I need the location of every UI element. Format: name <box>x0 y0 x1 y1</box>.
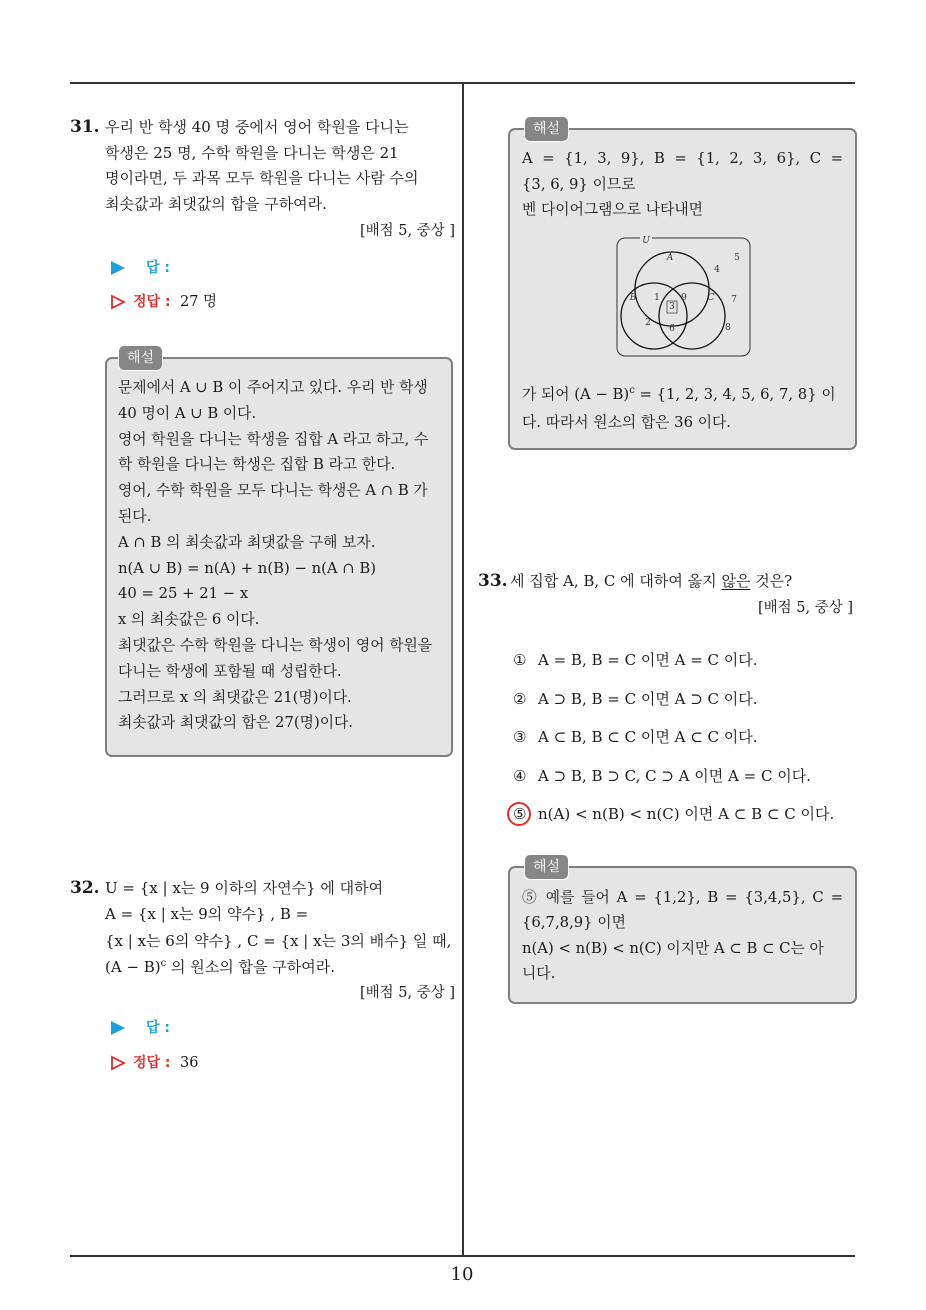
option-1 <box>513 641 834 680</box>
question-line <box>105 954 451 983</box>
score-info: [배점 5, 중상 ] <box>359 985 455 1001</box>
question-line: 최솟값과 최댓값의 합을 구하여라. <box>105 195 327 214</box>
bottom-rule <box>70 1255 855 1257</box>
selected-answer-ring <box>507 802 531 826</box>
option-number: ③ <box>513 728 527 746</box>
question-text <box>105 115 418 218</box>
explanation-line: 문제에서 A ∪ B 이 주어지고 있다. 우리 반 학생 <box>118 379 428 396</box>
complement-superscript: c <box>629 385 635 396</box>
question-line: U = {x | x는 9 이하의 자연수} 에 대하여 <box>105 879 384 897</box>
question-fragment: 것은? <box>750 572 793 590</box>
explanation-line: 영어 학원을 다니는 학생을 집합 A 라고 하고, 수 <box>118 430 429 448</box>
set-b-label: B <box>629 293 637 303</box>
explanation-line: {3, 6, 9} 이므로 <box>522 175 636 193</box>
explanation-line: {6,7,8,9} 이면 <box>522 914 626 932</box>
region-outside: 5 <box>734 253 740 263</box>
set-c-circle <box>659 283 725 349</box>
correct-answer-label: 정답 : <box>133 294 171 310</box>
filled-triangle-icon <box>110 1020 126 1036</box>
correct-answer-row <box>110 1053 230 1073</box>
option-4 <box>513 757 834 796</box>
explanation-line: n(A ∪ B) = n(A) + n(B) − n(A ∩ B) <box>118 559 377 577</box>
explanation-tag: 해설 <box>524 116 569 142</box>
region-a-c: 9 <box>681 293 687 303</box>
explanation-line: 니다. <box>522 964 556 982</box>
explanation-line: ⑤ 예를 들어 A = {1,2}, B = {3,4,5}, C = <box>522 889 843 906</box>
underlined-word: 않은 <box>721 572 751 590</box>
page-number: 10 <box>450 1264 474 1285</box>
explanation-line: 다. 따라서 원소의 합은 36 이다. <box>522 413 731 431</box>
filled-triangle-icon <box>110 260 126 276</box>
answer-label: 답 : <box>146 260 170 276</box>
universe-label: U <box>642 236 650 246</box>
explanation-line: 최댓값은 수학 학원을 다니는 학생이 영어 학원을 <box>118 636 433 654</box>
explanation-text <box>522 885 843 986</box>
region-outside: 7 <box>731 295 737 305</box>
answer-row <box>110 258 230 278</box>
complement-superscript: c <box>160 957 167 969</box>
option-text: A ⊂ B, B ⊂ C 이면 A ⊂ C 이다. <box>538 728 758 746</box>
problem-number: 31. <box>70 117 100 137</box>
option-text: n(A) < n(B) < n(C) 이면 A ⊂ B ⊂ C 이다. <box>538 805 835 823</box>
region-outside: 8 <box>725 323 731 333</box>
explanation-line: 40 = 25 + 21 − x <box>118 585 249 603</box>
venn-diagram <box>616 236 754 360</box>
option-number: ② <box>513 689 527 708</box>
option-number: ① <box>513 651 527 669</box>
explanation-box <box>508 121 857 450</box>
answer-options <box>513 641 834 834</box>
explanation-fragment: 가 되어 (A − B) <box>522 386 630 403</box>
question-line <box>510 569 792 595</box>
outline-triangle-icon <box>110 294 126 310</box>
explanation-line: 그러므로 x 의 최댓값은 21(명)이다. <box>118 688 352 706</box>
outline-triangle-icon <box>110 1055 126 1071</box>
explanation-fragment: = {1, 2, 3, 4, 5, 6, 7, 8} 이 <box>634 386 836 403</box>
question-line: A = {x | x는 9의 약수} , B = <box>105 905 309 924</box>
explanation-line: 40 명이 A ∪ B 이다. <box>118 404 257 422</box>
problem-number: 33. <box>478 571 508 591</box>
score-info: [배점 5, 중상 ] <box>757 600 853 616</box>
question-line: 명이라면, 두 과목 모두 학원을 다니는 사람 수의 <box>105 169 419 188</box>
explanation-text <box>118 375 432 736</box>
question-fragment: (A − B) <box>105 957 161 976</box>
option-text: A = B, B = C 이면 A = C 이다. <box>538 651 758 669</box>
explanation-line: A = {1, 3, 9}, B = {1, 2, 3, 6}, C = <box>522 150 843 167</box>
explanation-line: 된다. <box>118 507 152 525</box>
option-number: ⑤ <box>513 795 538 834</box>
correct-answer-value: 36 <box>180 1055 199 1071</box>
explanation-line: 벤 다이어그램으로 나타내면 <box>522 201 703 218</box>
score-info: [배점 5, 중상 ] <box>359 223 455 239</box>
correct-answer-value: 27 명 <box>180 294 218 310</box>
explanation-text <box>522 146 843 223</box>
explanation-box <box>105 350 453 757</box>
set-a-label: A <box>666 253 674 263</box>
question-text <box>510 569 792 595</box>
option-3 <box>513 718 834 757</box>
problem-number: 32. <box>70 878 100 898</box>
question-line: 학생은 25 명, 수학 학원을 다니는 학생은 21 <box>105 143 399 162</box>
region-b-only: 2 <box>645 318 651 328</box>
explanation-line: 학 학원을 다니는 학생은 집합 B 라고 한다. <box>118 456 396 474</box>
question-fragment: 세 집합 A, B, C 에 대하여 옳지 <box>510 572 722 590</box>
region-b-c: 6 <box>669 324 675 334</box>
region-a-b-c: 3 <box>669 302 675 312</box>
column-divider <box>462 82 464 1256</box>
explanation-line <box>522 382 836 410</box>
question-line: 우리 반 학생 40 명 중에서 영어 학원을 다니는 <box>105 118 409 136</box>
option-text: A ⊃ B, B = C 이면 A ⊃ C 이다. <box>538 689 758 708</box>
explanation-line: A ∩ B 의 최솟값과 최댓값을 구해 보자. <box>118 533 376 551</box>
explanation-line: 최솟값과 최댓값의 합은 27(명)이다. <box>118 714 354 732</box>
explanation-line: n(A) < n(B) < n(C) 이지만 A ⊂ B ⊂ C는 아 <box>522 939 824 957</box>
answer-label: 답 : <box>146 1020 170 1036</box>
answer-row <box>110 1018 230 1038</box>
region-a-b: 1 <box>654 293 660 303</box>
explanation-box <box>508 859 857 1004</box>
explanation-line: 영어, 수학 학원을 모두 다니는 학생은 A ∩ B 가 <box>118 482 428 500</box>
option-2 <box>513 680 834 719</box>
explanation-text <box>522 382 836 435</box>
correct-answer-row <box>110 292 230 312</box>
explanation-line: x 의 최솟값은 6 이다. <box>118 611 260 629</box>
explanation-tag: 해설 <box>118 345 163 371</box>
option-text: A ⊃ B, B ⊃ C, C ⊃ A 이면 A = C 이다. <box>538 766 811 785</box>
correct-answer-label: 정답 : <box>133 1055 171 1071</box>
question-fragment: 의 원소의 합을 구하여라. <box>166 957 336 976</box>
explanation-line: 다니는 학생에 포함될 때 성립한다. <box>118 662 342 680</box>
option-5 <box>513 795 834 834</box>
region-outside: 4 <box>714 265 720 275</box>
set-c-label: C <box>707 293 715 303</box>
option-number: ④ <box>513 766 527 785</box>
question-line: {x | x는 6의 약수} , C = {x | x는 3의 배수} 일 때, <box>105 931 452 950</box>
explanation-tag: 해설 <box>524 854 569 880</box>
question-text <box>105 875 451 983</box>
